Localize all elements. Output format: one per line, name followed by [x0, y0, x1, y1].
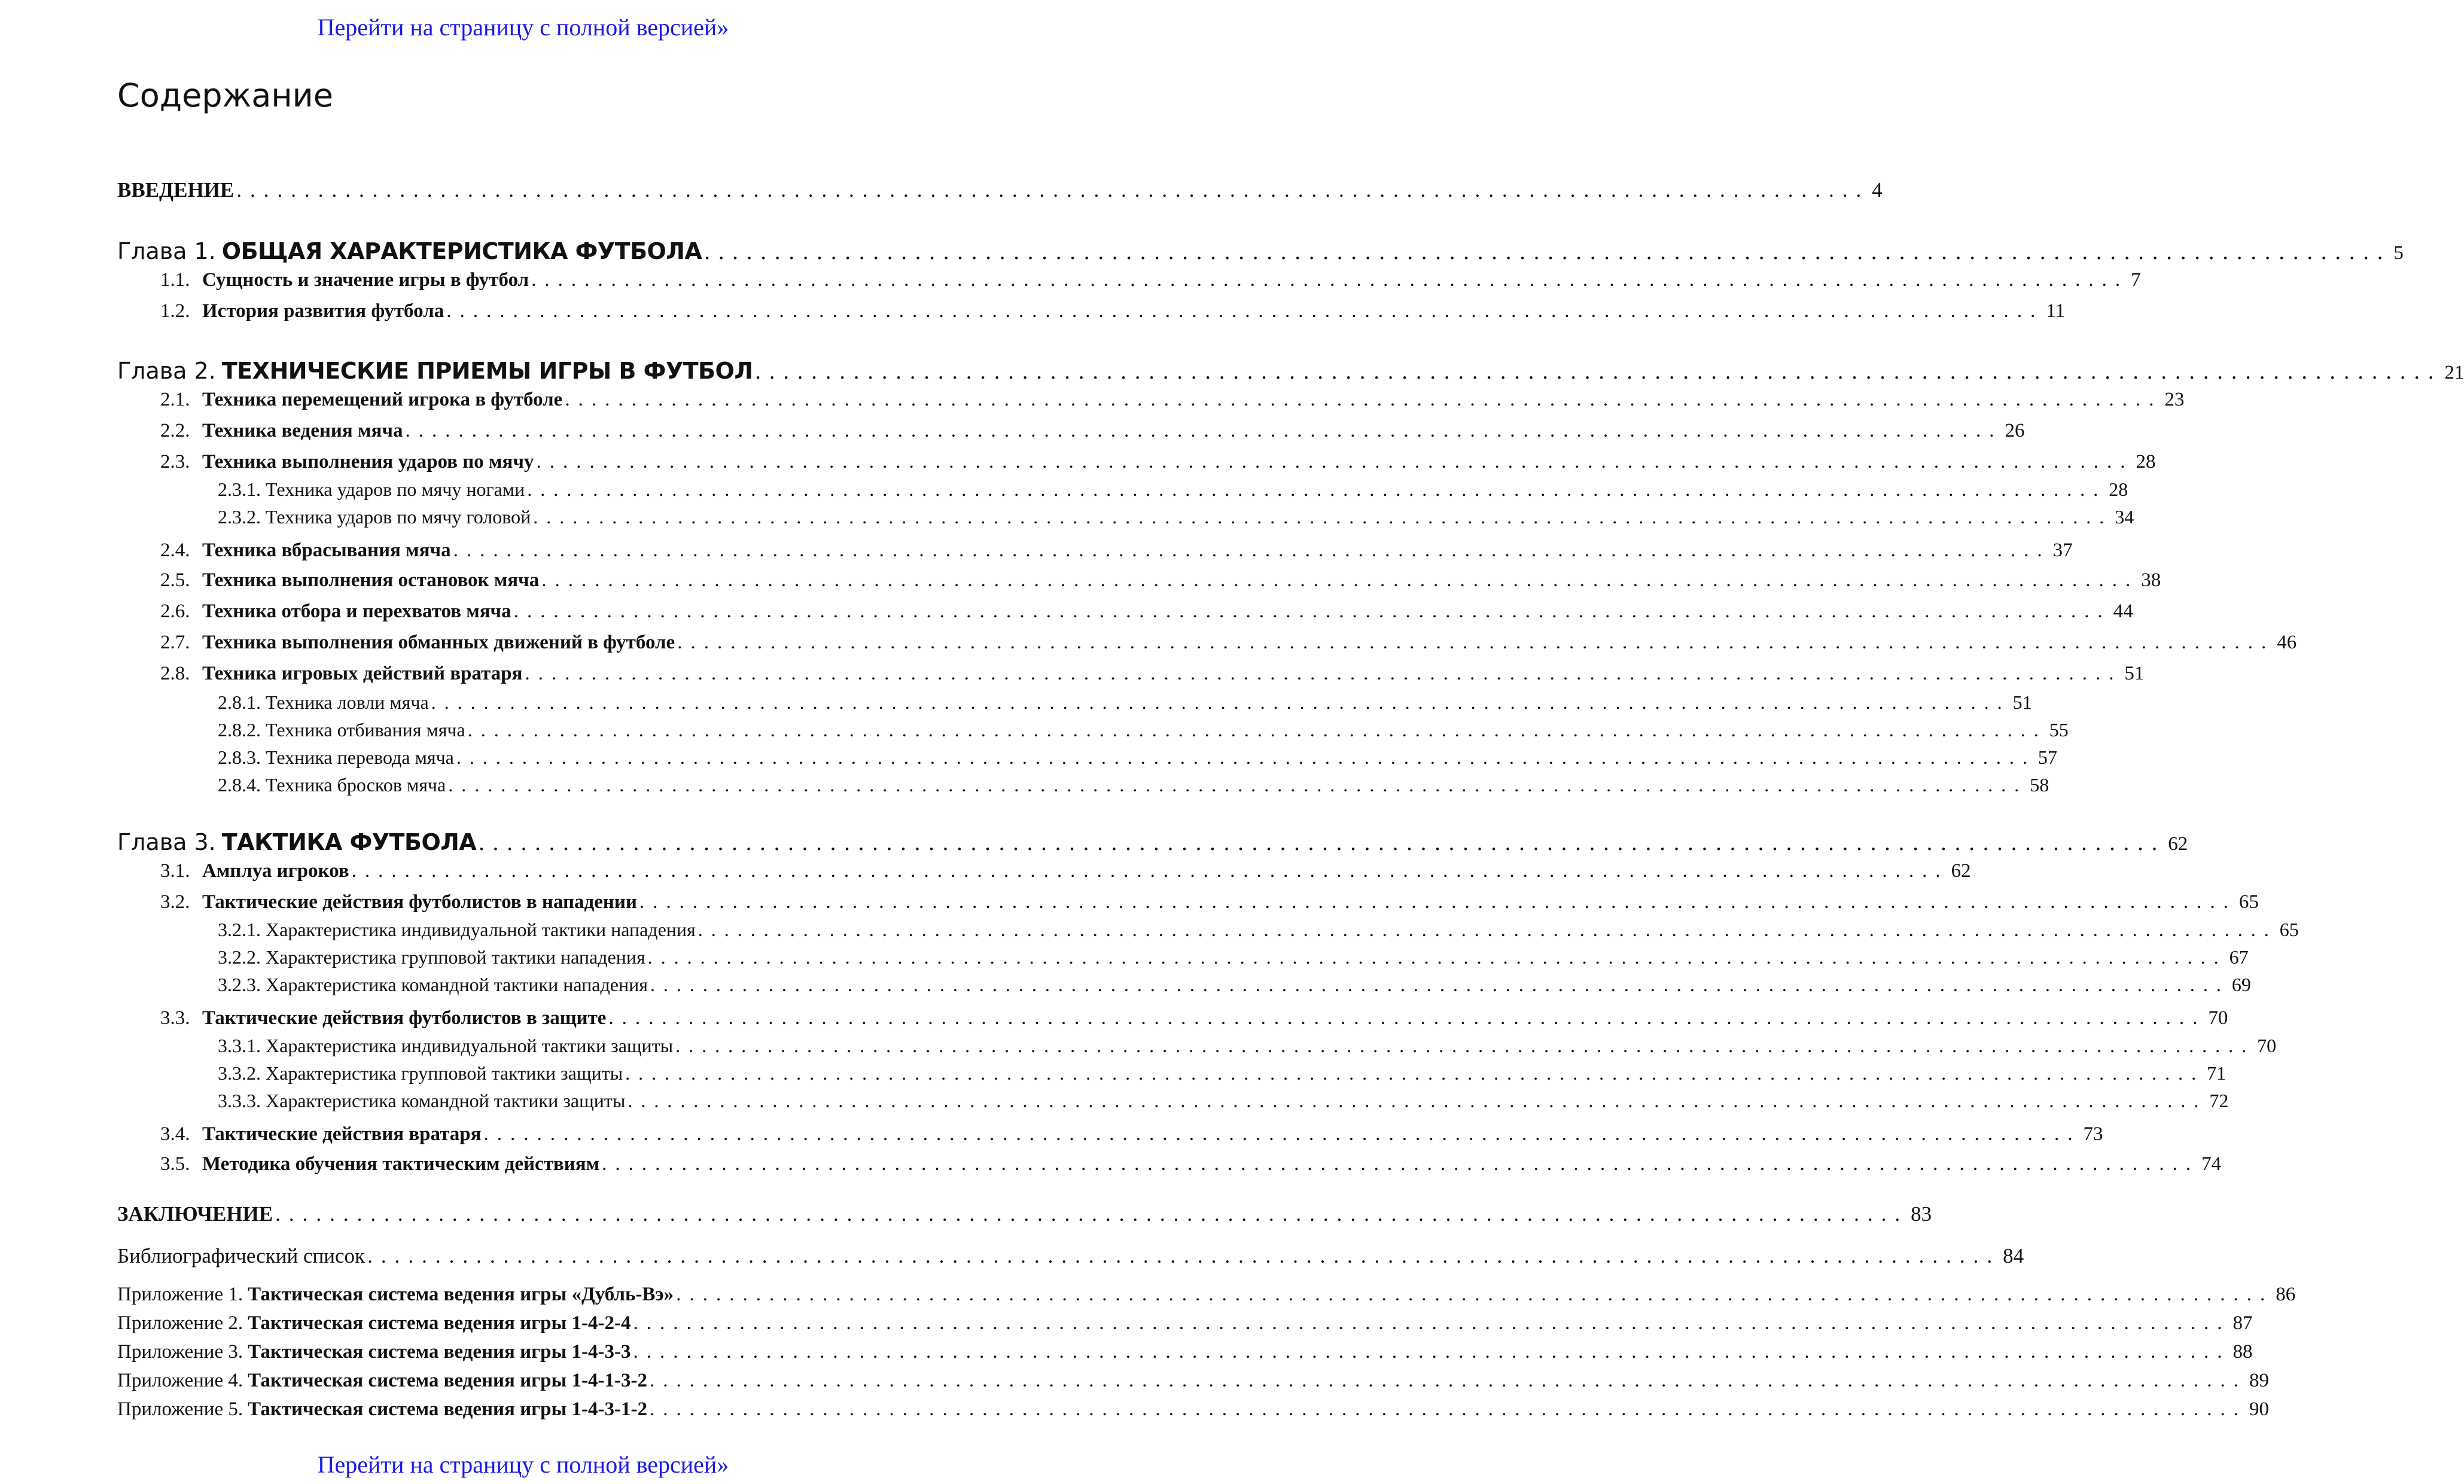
toc-entry-page-number: 70	[2257, 1035, 2277, 1056]
toc-entry-page-number: 21	[2444, 362, 2464, 383]
toc-entry[interactable]	[117, 719, 2069, 741]
dot-leader: ........................................................................................................................	[405, 420, 2003, 441]
toc-entry-page-number: 74	[2201, 1153, 2222, 1175]
toc-entry-page-number: 67	[2229, 946, 2249, 968]
toc-entry[interactable]	[117, 946, 2249, 968]
toc-entry-title: Тактическая система ведения игры 1-4-1-3-2	[248, 1370, 647, 1391]
dot-leader: ........................................................................................................................	[446, 300, 2044, 322]
toc-entry-number: Глава 3.	[117, 829, 216, 855]
page-title: Содержание	[117, 77, 333, 114]
toc-entry[interactable]	[117, 451, 2156, 473]
toc-entry-number: 3.2.3.	[218, 974, 261, 995]
toc-entry-page-number: 11	[2046, 300, 2065, 322]
dot-leader: ........................................................................................................................	[351, 860, 1949, 882]
dot-leader: ........................................................................................................................	[236, 178, 1870, 202]
toc-entry-number: 2.8.	[160, 663, 190, 684]
toc-entry-page-number: 70	[2208, 1007, 2228, 1029]
dot-leader: ........................................................................................................................	[628, 1090, 2207, 1111]
toc-entry-title: Техника перемещений игрока в футболе	[202, 389, 563, 410]
toc-entry-number: 2.8.4.	[218, 774, 261, 796]
toc-entry[interactable]	[117, 569, 2161, 592]
toc-entry[interactable]	[117, 1153, 2222, 1175]
toc-entry-title: Библиографический список	[117, 1244, 366, 1267]
toc-entry-title: Характеристика индивидуальной тактики нападения	[266, 919, 696, 940]
toc-entry-page-number: 28	[2109, 479, 2128, 500]
toc-entry-page-number: 26	[2005, 420, 2025, 441]
toc-entry[interactable]	[117, 1062, 2227, 1084]
toc-entry-title: Техника ведения мяча	[202, 420, 403, 441]
toc-entry-number: 2.6.	[160, 601, 190, 622]
dot-leader: ........................................................................................................................	[483, 1123, 2081, 1145]
toc-entry-page-number: 73	[2083, 1123, 2103, 1145]
toc-entry-title: История развития футбола	[202, 300, 444, 322]
toc-entry-page-number: 72	[2209, 1090, 2229, 1111]
toc-entry-title: Амплуа игроков	[202, 860, 349, 882]
toc-entry[interactable]	[117, 746, 2057, 769]
toc-entry-page-number: 89	[2249, 1370, 2269, 1391]
toc-entry-title: Техника отбивания мяча	[266, 719, 465, 741]
toc-entry[interactable]	[117, 774, 2049, 796]
toc-entry[interactable]	[117, 632, 2297, 654]
toc-entry[interactable]	[117, 1035, 2277, 1057]
toc-entry-page-number: 5	[2393, 242, 2404, 264]
toc-entry-title: Техника отбора и перехватов мяча	[202, 601, 511, 622]
toc-entry-page-number: 84	[2003, 1244, 2024, 1267]
toc-entry-page-number: 34	[2115, 506, 2134, 528]
dot-leader: ........................................................................................................................	[625, 1062, 2205, 1084]
toc-entry-page-number: 46	[2277, 632, 2297, 653]
toc-entry[interactable]	[117, 1284, 2296, 1306]
toc-entry[interactable]	[117, 691, 2032, 714]
toc-entry-page-number: 65	[2238, 891, 2259, 913]
toc-entry-number: 3.3.	[160, 1007, 190, 1029]
toc-entry-page-number: 23	[2164, 389, 2185, 410]
dot-leader: ........................................................................................................................	[675, 1035, 2255, 1056]
dot-leader: ........................................................................................................................	[633, 1312, 2231, 1334]
toc-entry-number: 2.8.1.	[218, 691, 261, 713]
toc-entry[interactable]	[117, 1244, 2024, 1268]
toc-entry[interactable]	[117, 506, 2134, 528]
toc-entry-number: 2.8.3.	[218, 746, 261, 768]
dot-leader: ........................................................................................................................	[448, 774, 2028, 796]
toc-entry[interactable]	[117, 1370, 2269, 1392]
dot-leader: ........................................................................................................................	[479, 830, 2166, 855]
dot-leader: ........................................................................................................................	[755, 359, 2442, 384]
toc-entry-title: Техника выполнения обманных движений в футболе	[202, 632, 675, 653]
toc-entry-title: Тактические действия футболистов в нападении	[202, 891, 637, 913]
toc-entry-number: Глава 2.	[117, 358, 216, 384]
toc-entry-title: Техника ловли мяча	[266, 691, 429, 713]
toc-entry-page-number: 51	[2012, 691, 2032, 713]
dot-leader: ........................................................................................................................	[698, 919, 2277, 940]
toc-entry[interactable]	[117, 269, 2141, 291]
toc-entry-page-number: 88	[2232, 1341, 2253, 1363]
toc-entry-title: Тактическая система ведения игры 1-4-3-1-2	[248, 1398, 647, 1420]
toc-entry-page-number: 62	[1951, 860, 1971, 882]
toc-entry[interactable]	[117, 1123, 2103, 1145]
toc-entry-page-number: 87	[2232, 1312, 2253, 1334]
toc-entry-number: 3.2.1.	[218, 919, 261, 940]
toc-entry-title: ВВЕДЕНИЕ	[117, 178, 234, 202]
toc-entry-title: Тактическая система ведения игры «Дубль-Вэ»	[248, 1284, 674, 1305]
toc-entry-title: Характеристика индивидуальной тактики защиты	[266, 1035, 674, 1056]
toc-entry-title: Техника ударов по мячу ногами	[266, 479, 525, 500]
toc-entry-number: 2.3.	[160, 451, 190, 473]
toc-entry-number: 3.5.	[160, 1153, 190, 1175]
dot-leader: ........................................................................................................................	[536, 451, 2134, 473]
toc-entry[interactable]	[117, 420, 2025, 442]
toc-entry-number: 3.3.2.	[218, 1062, 261, 1084]
toc-entry[interactable]	[117, 1090, 2229, 1112]
toc-entry-title: ТЕХНИЧЕСКИЕ ПРИЕМЫ ИГРЫ В ФУТБОЛ	[221, 358, 753, 384]
toc-entry-title: Сущность и значение игры в футбол	[202, 269, 529, 291]
toc-entry-page-number: 55	[2049, 719, 2069, 741]
toc-entry[interactable]	[117, 860, 1971, 882]
toc-entry-page-number: 28	[2136, 451, 2156, 473]
toc-entry-title: Характеристика групповой тактики защиты	[266, 1062, 623, 1084]
toc-entry-title: Характеристика командной тактики защиты	[266, 1090, 626, 1111]
toc-entry-title: Техника перевода мяча	[266, 746, 454, 768]
dot-leader: ........................................................................................................................	[649, 1370, 2247, 1391]
toc-entry[interactable]	[117, 663, 2145, 685]
toc-entry[interactable]	[117, 891, 2259, 913]
toc-entry-number: 2.5.	[160, 569, 190, 591]
toc-entry-page-number: 51	[2124, 663, 2145, 684]
dot-leader: ........................................................................................................................	[467, 719, 2047, 741]
toc-entry[interactable]	[117, 601, 2133, 623]
toc-entry[interactable]	[117, 1202, 1932, 1226]
dot-leader: ........................................................................................................................	[533, 506, 2113, 528]
dot-leader: ........................................................................................................................	[650, 974, 2230, 995]
toc-entry-number: 2.1.	[160, 389, 190, 410]
toc-entry[interactable]	[117, 300, 2065, 322]
toc-entry[interactable]	[117, 1398, 2269, 1421]
toc-entry-page-number: 57	[2037, 746, 2057, 768]
toc-entry-number: 2.3.1.	[218, 479, 261, 500]
toc-entry-title: Техника вбрасывания мяча	[202, 540, 451, 561]
toc-entry-title: ТАКТИКА ФУТБОЛА	[221, 829, 477, 855]
toc-entry-number: 2.2.	[160, 420, 190, 441]
toc-entry[interactable]	[117, 238, 2404, 265]
toc-entry-number: 3.3.3.	[218, 1090, 261, 1111]
toc-entry-number: 3.2.2.	[218, 946, 261, 968]
dot-leader: ........................................................................................................................	[639, 891, 2237, 913]
toc-entry-number: Приложение 2.	[117, 1312, 243, 1334]
full-version-link-bottom[interactable]: Перейти на страницу с полной версией»	[317, 1451, 729, 1478]
toc-entry-number: Глава 1.	[117, 238, 216, 264]
toc-entry[interactable]	[117, 1007, 2228, 1029]
toc-entry-page-number: 7	[2131, 269, 2141, 291]
toc-entry[interactable]	[117, 178, 1883, 202]
dot-leader: ........................................................................................................................	[525, 663, 2122, 684]
toc-entry-title: Техника выполнения ударов по мячу	[202, 451, 534, 473]
toc-entry-number: 2.7.	[160, 632, 190, 653]
toc-entry-number: 2.4.	[160, 540, 190, 561]
toc-entry-title: Тактические действия вратаря	[202, 1123, 482, 1145]
dot-leader: ........................................................................................................................	[647, 946, 2227, 968]
toc-entry[interactable]	[117, 479, 2128, 501]
toc-entry-title: Техника игровых действий вратаря	[202, 663, 523, 684]
toc-entry-page-number: 71	[2207, 1062, 2227, 1084]
dot-leader: ........................................................................................................................	[676, 1284, 2274, 1305]
toc-entry[interactable]	[117, 974, 2251, 996]
toc-entry-title: Характеристика командной тактики нападения	[266, 974, 648, 995]
toc-entry-number: 2.8.2.	[218, 719, 261, 741]
dot-leader: ........................................................................................................................	[367, 1244, 2001, 1267]
toc-entry[interactable]	[117, 358, 2464, 385]
toc-entry-number: Приложение 4.	[117, 1370, 243, 1391]
dot-leader: ........................................................................................................................	[677, 632, 2275, 653]
toc-entry-page-number: 65	[2279, 919, 2299, 940]
toc-entry-page-number: 90	[2249, 1398, 2269, 1420]
toc-entry-title: Техника ударов по мячу головой	[266, 506, 531, 528]
toc-entry-number: Приложение 1.	[117, 1284, 243, 1305]
dot-leader: ........................................................................................................................	[513, 601, 2111, 622]
dot-leader: ........................................................................................................................	[456, 746, 2036, 768]
toc-entry-title: Характеристика групповой тактики нападения	[266, 946, 645, 968]
toc-entry-number: 3.2.	[160, 891, 190, 913]
toc-entry-page-number: 86	[2276, 1284, 2296, 1305]
full-version-link-top[interactable]: Перейти на страницу с полной версией»	[317, 14, 729, 41]
toc-entry-number: Приложение 3.	[117, 1341, 243, 1363]
toc-entry[interactable]	[117, 1341, 2253, 1363]
toc-entry[interactable]	[117, 389, 2185, 411]
dot-leader: ........................................................................................................................	[633, 1341, 2231, 1363]
toc-entry-title: Тактические действия футболистов в защите	[202, 1007, 607, 1029]
dot-leader: ........................................................................................................................	[649, 1398, 2247, 1420]
toc-entry-page-number: 38	[2141, 569, 2161, 591]
toc-entry-number: 3.3.1.	[218, 1035, 261, 1056]
dot-leader: ........................................................................................................................	[602, 1153, 2200, 1175]
toc-entry-page-number: 83	[1911, 1202, 1932, 1226]
toc-entry-number: 3.1.	[160, 860, 190, 882]
toc-entry-title: Тактическая система ведения игры 1-4-3-3	[248, 1341, 631, 1363]
toc-entry-title: ОБЩАЯ ХАРАКТЕРИСТИКА ФУТБОЛА	[221, 238, 702, 264]
dot-leader: ........................................................................................................................	[608, 1007, 2206, 1029]
toc-entry[interactable]	[117, 540, 2073, 562]
toc-entry-number: 3.4.	[160, 1123, 190, 1145]
toc-entry-page-number: 37	[2052, 540, 2073, 561]
toc-entry[interactable]	[117, 1312, 2253, 1334]
toc-entry-title: ЗАКЛЮЧЕНИЕ	[117, 1202, 273, 1226]
dot-leader: ........................................................................................................................	[453, 540, 2051, 561]
dot-leader: ........................................................................................................................	[275, 1202, 1909, 1226]
toc-entry-title: Техника бросков мяча	[266, 774, 446, 796]
toc-entry-number: 1.2.	[160, 300, 190, 322]
toc-entry-page-number: 4	[1872, 178, 1883, 202]
toc-entry-page-number: 62	[2168, 833, 2188, 855]
dot-leader: ........................................................................................................................	[704, 239, 2392, 264]
toc-entry-title: Методика обучения тактическим действиям	[202, 1153, 600, 1175]
dot-leader: ........................................................................................................................	[541, 569, 2139, 591]
toc-entry-title: Техника выполнения остановок мяча	[202, 569, 540, 591]
dot-leader: ........................................................................................................................	[527, 479, 2107, 500]
toc-entry-page-number: 44	[2113, 601, 2133, 622]
dot-leader: ........................................................................................................................	[531, 269, 2129, 291]
toc-entry-title: Тактическая система ведения игры 1-4-2-4	[248, 1312, 631, 1334]
toc-entry[interactable]	[117, 919, 2299, 941]
toc-entry-number: 2.3.2.	[218, 506, 261, 528]
toc-entry-number: 1.1.	[160, 269, 190, 291]
toc-entry-page-number: 69	[2231, 974, 2251, 995]
dot-leader: ........................................................................................................................	[565, 389, 2163, 410]
toc-entry-number: Приложение 5.	[117, 1398, 243, 1420]
dot-leader: ........................................................................................................................	[431, 691, 2011, 713]
toc-entry-page-number: 58	[2030, 774, 2049, 796]
toc-entry[interactable]	[117, 829, 2188, 856]
